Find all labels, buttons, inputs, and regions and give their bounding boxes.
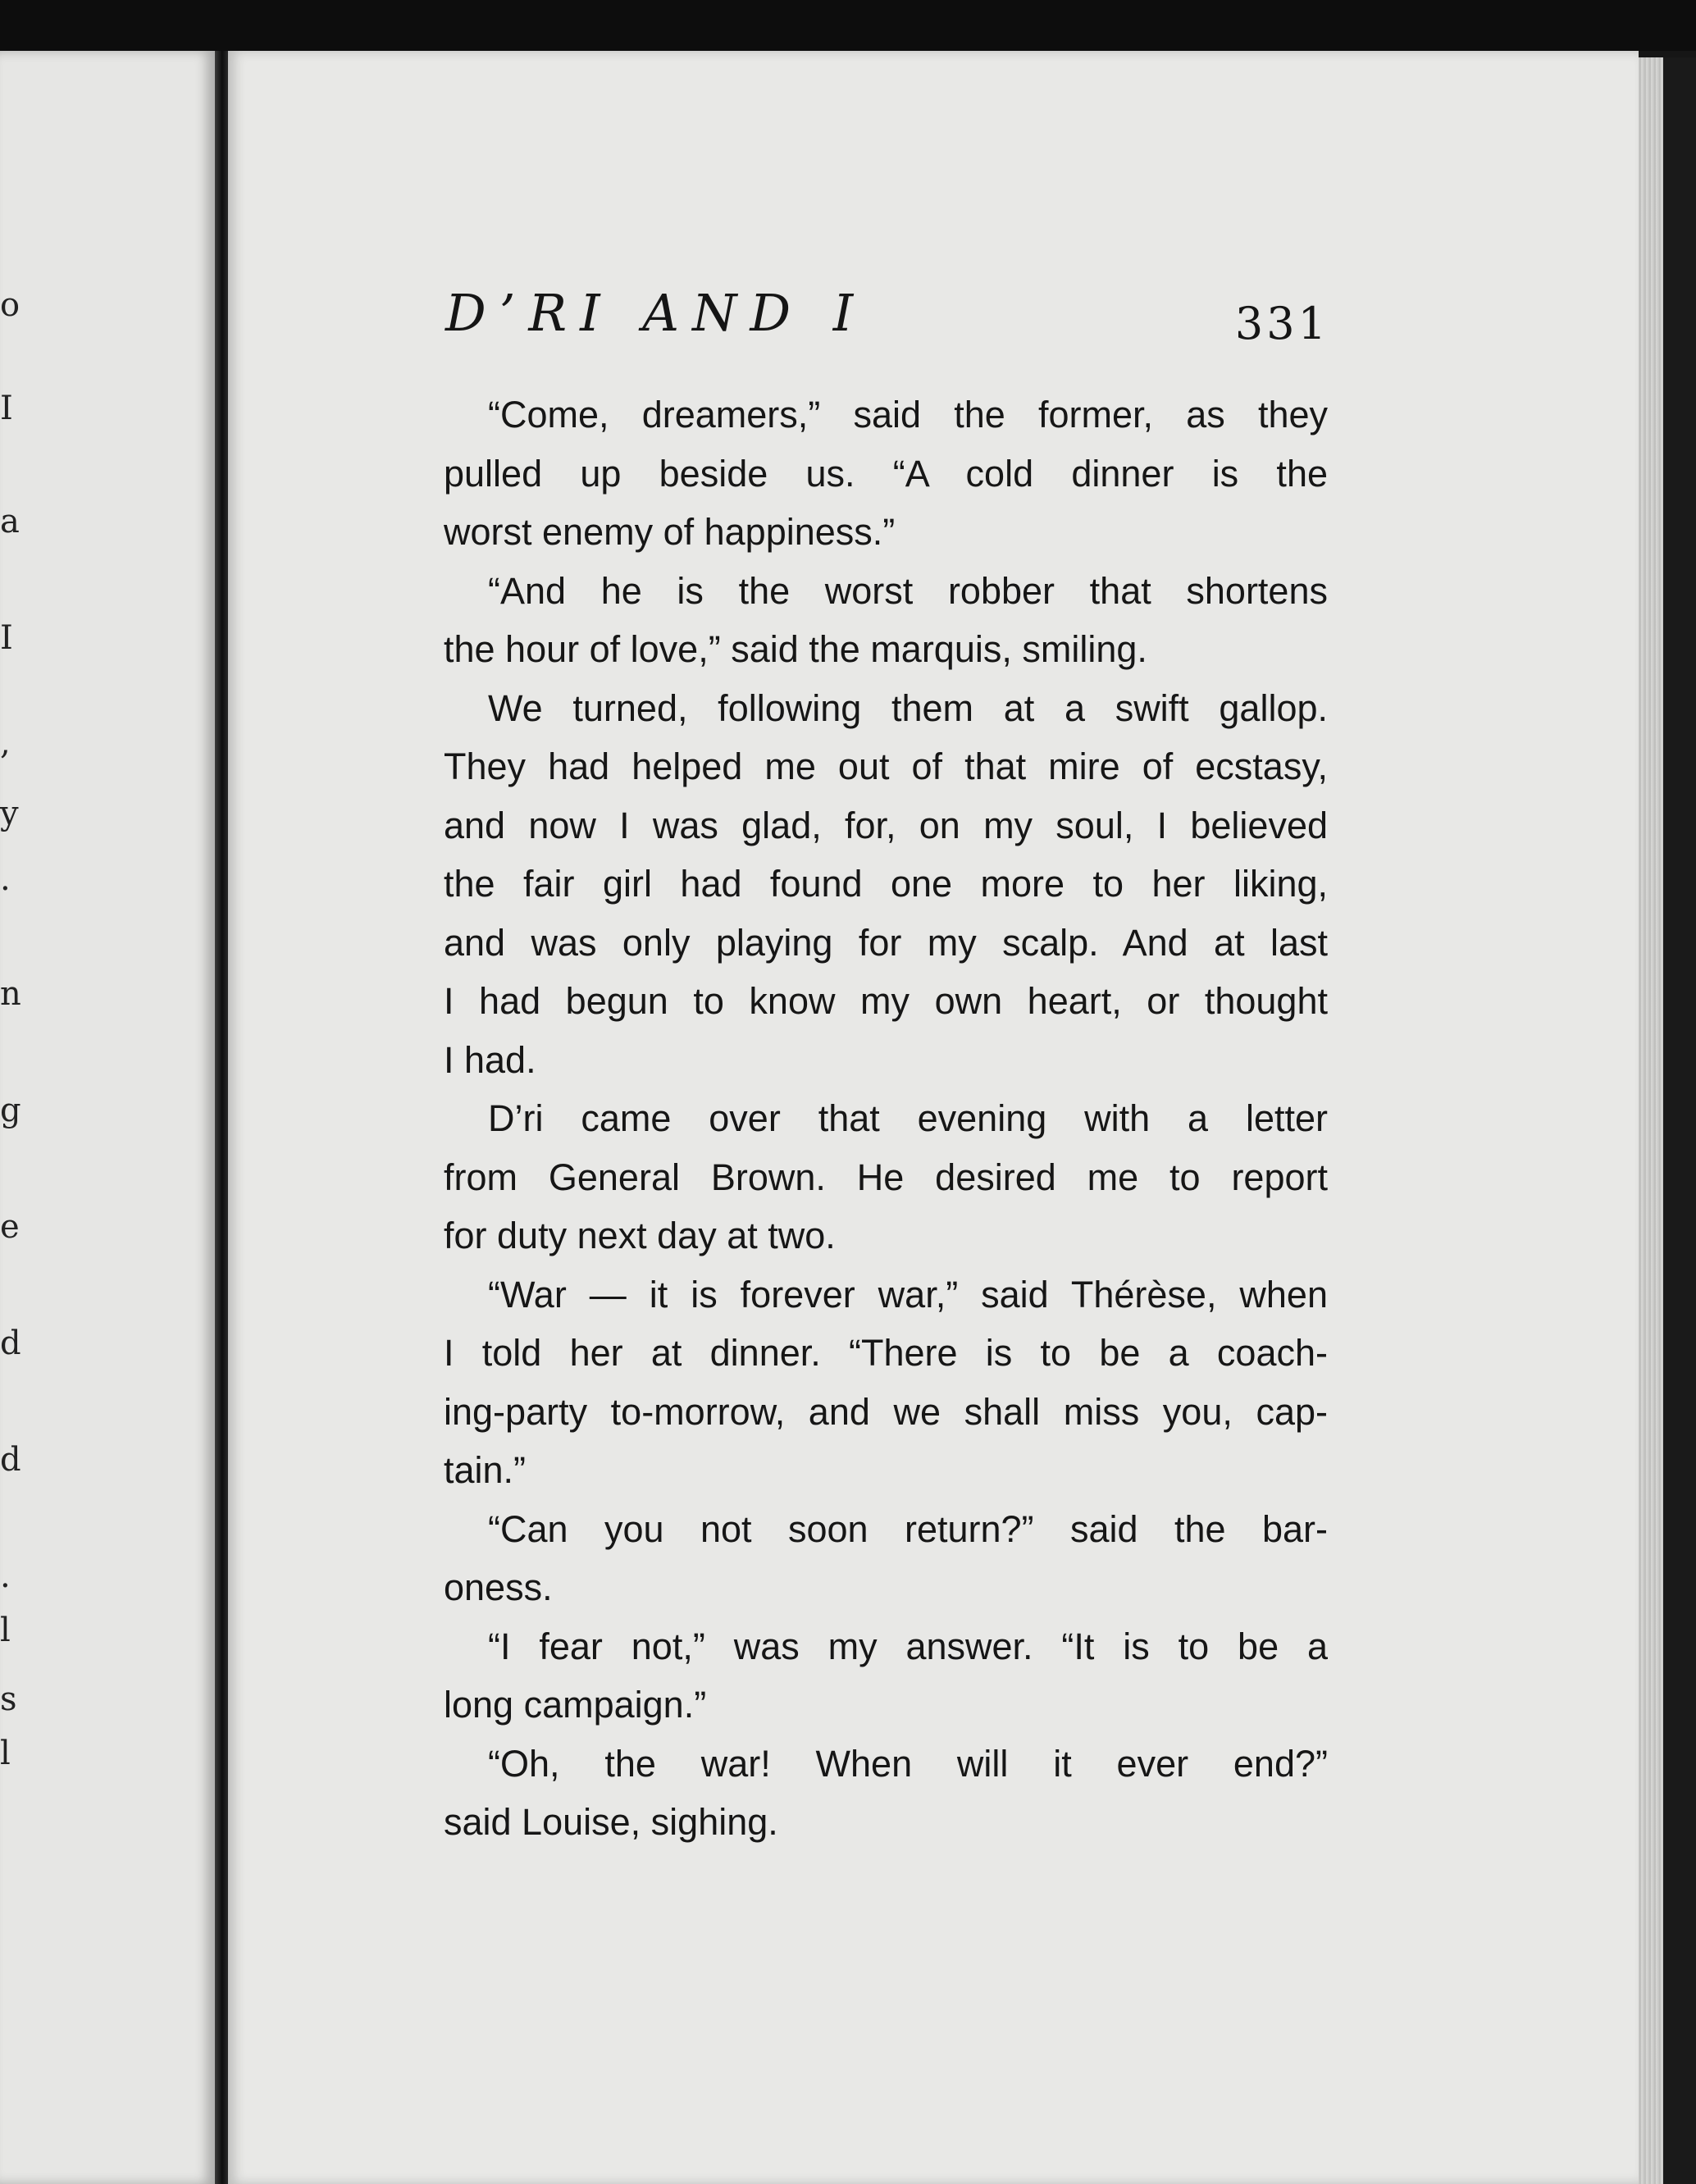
text-line: We turned, following them at a swift gallop. [488, 686, 1328, 729]
margin-fragment: I [0, 390, 13, 427]
text-line: I had begun to know my own heart, or thought [444, 980, 1328, 1022]
running-head-title: D’RI AND I [445, 283, 867, 343]
text-line: and now I was glad, for, on my soul, I believed [444, 804, 1328, 846]
text-line: ing-party to-morrow, and we shall miss you, cap- [444, 1390, 1328, 1433]
scan-top-border [0, 0, 1696, 51]
facing-page-fragments [0, 0, 33, 2184]
page-number: 331 [1234, 298, 1329, 349]
text-line: the hour of love,” said the marquis, smiling. [444, 628, 1147, 670]
text-line: tain.” [444, 1449, 527, 1491]
text-line: D’ri came over that evening with a letter [488, 1097, 1328, 1139]
text-line: “War — it is forever war,” said Thérèse, when [488, 1273, 1328, 1315]
text-line: “Come, dreamers,” said the former, as they [488, 394, 1328, 435]
margin-fragment: d [0, 1325, 21, 1362]
text-line: pulled up beside us. “A cold dinner is the [444, 452, 1328, 495]
margin-fragment: e [0, 1208, 20, 1246]
margin-fragment: , [0, 724, 11, 762]
margin-fragment: n [0, 975, 21, 1013]
margin-fragment: g [0, 1092, 21, 1129]
text-line: long campaign.” [444, 1684, 707, 1726]
text-line: I had. [444, 1038, 536, 1081]
margin-fragment: s [0, 1680, 17, 1718]
margin-fragment: l [0, 1735, 11, 1772]
text-line: oness. [444, 1566, 553, 1608]
text-line: from General Brown. He desired me to report [444, 1156, 1328, 1198]
margin-fragment: l [0, 1612, 11, 1649]
scan-right-border [1663, 57, 1696, 2184]
text-line: “And he is the worst robber that shortens [488, 569, 1328, 612]
text-line: the fair girl had found one more to her liking, [444, 863, 1328, 905]
margin-fragment: . [0, 860, 11, 898]
page-edges [1639, 57, 1663, 2184]
margin-fragment: a [0, 503, 20, 540]
text-line: for duty next day at two. [444, 1215, 836, 1256]
text-line: said Louise, sighing. [444, 1801, 778, 1843]
margin-fragment: I [0, 619, 13, 657]
margin-fragment: o [0, 286, 21, 324]
text-line: “Oh, the war! When will it ever end?” [488, 1742, 1328, 1785]
text-line: They had helped me out of that mire of ecstasy, [444, 745, 1328, 787]
book-gutter [215, 51, 228, 2184]
text-line: worst enemy of happiness.” [444, 511, 896, 553]
text-line: and was only playing for my scalp. And at last [444, 921, 1328, 964]
margin-fragment: . [0, 1557, 11, 1595]
body-text [444, 385, 1328, 1852]
margin-fragment: d [0, 1441, 21, 1479]
text-line: “I fear not,” was my answer. “It is to be a [488, 1625, 1328, 1667]
running-head [445, 283, 1339, 357]
margin-fragment: y [0, 795, 19, 832]
text-line: I told her at dinner. “There is to be a coach- [444, 1332, 1328, 1374]
text-line: “Can you not soon return?” said the bar- [488, 1507, 1328, 1550]
